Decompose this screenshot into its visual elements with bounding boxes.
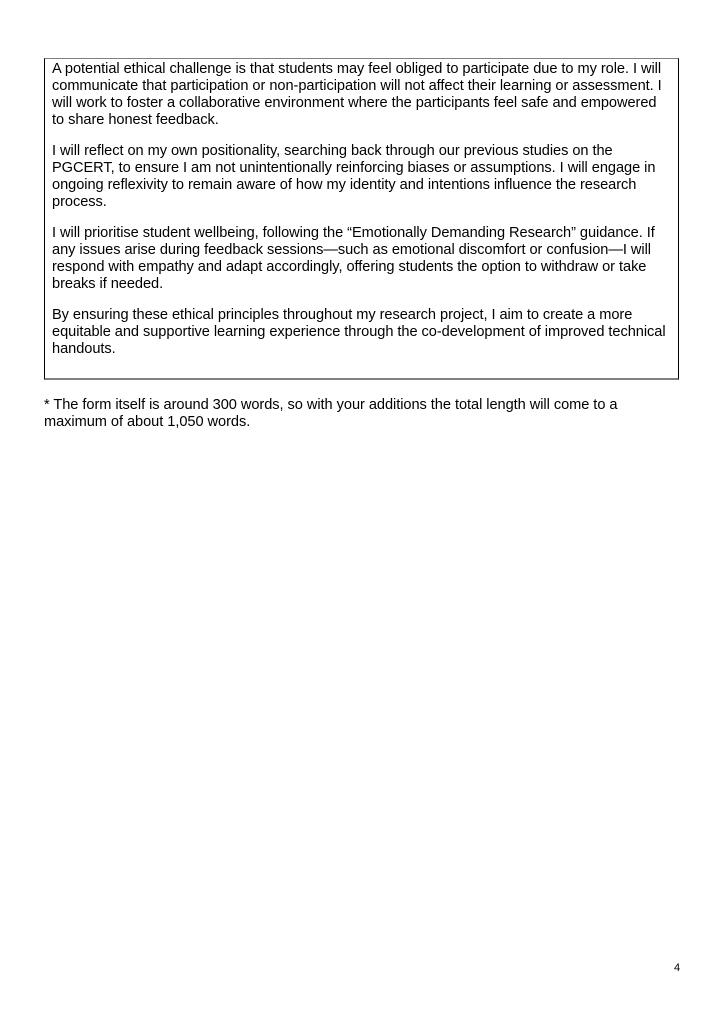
- word-count-footnote: * The form itself is around 300 words, so with your additions the total length will come to a maximum of about 1,050 words.: [44, 397, 618, 430]
- page-number: 4: [674, 962, 681, 974]
- paragraph-participation: A potential ethical challenge is that students may feel obliged to participate due to my role. I will communicate that participation or non-participation will not affect their learning or assessment. I will work to foster a collaborative environment where the participants feel safe and empowered to share honest feedback.: [52, 61, 662, 128]
- paragraph-wellbeing: I will prioritise student wellbeing, following the “Emotionally Demanding Research” guidance. If any issues arise during feedback sessions—such as emotional discomfort or confusion—I will respond with empathy and adapt accordingly, offering students the option to withdraw or take breaks if needed.: [52, 225, 655, 292]
- paragraph-positionality: I will reflect on my own positionality, searching back through our previous studies on the PGCERT, to ensure I am not unintentionally reinforcing biases or assumptions. I will engage in ongoing reflexivity to remain aware of how my identity and intentions influence the research process.: [52, 143, 656, 210]
- ethics-text-box: [44, 58, 679, 380]
- paragraph-conclusion: By ensuring these ethical principles throughout my research project, I aim to create a more equitable and supportive learning experience through the co-development of improved technical handouts.: [52, 307, 666, 357]
